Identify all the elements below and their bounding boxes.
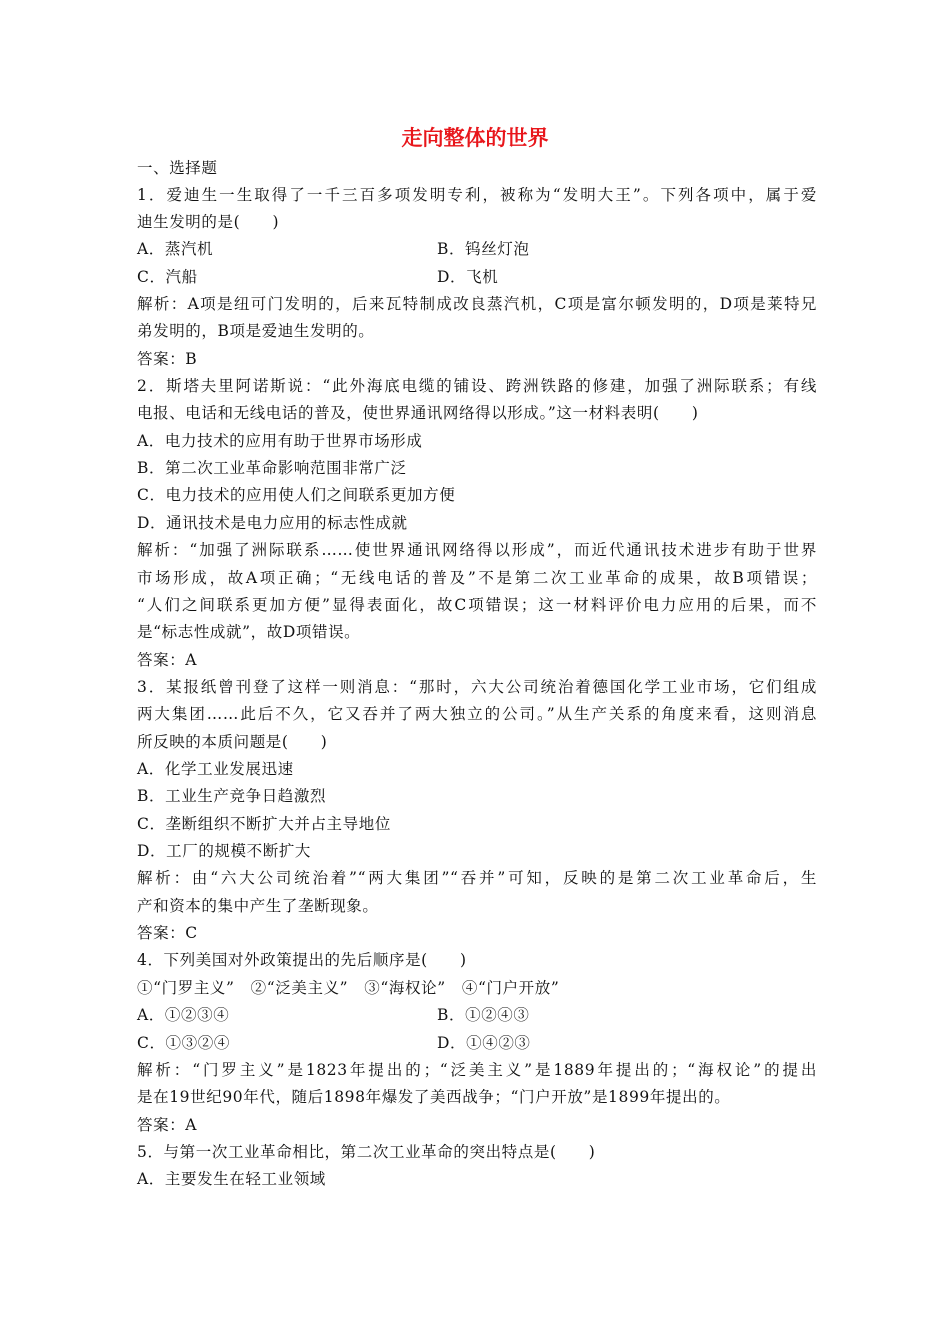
analysis-text: 解析：“加强了洲际联系……使世界通讯网络得以形成”，而近代通讯技术进步有助于世界: [137, 541, 817, 559]
question-stem: ①“门罗主义” ②“泛美主义” ③“海权论” ④“门户开放”: [137, 979, 560, 997]
option-a: A．蒸汽机: [137, 240, 214, 258]
option-b: B．钨丝灯泡: [437, 240, 530, 258]
analysis-text: 是在19世纪90年代，随后1898年爆发了美西战争；“门户开放”是1899年提出的。: [137, 1088, 731, 1106]
option-c: C．电力技术的应用使人们之间联系更加方便: [137, 486, 456, 504]
option-row: [137, 264, 817, 291]
option-a: A．主要发生在轻工业领域: [137, 1170, 326, 1188]
analysis-text: “人们之间联系更加方便”显得表面化，故C项错误；这一材料评价电力应用的后果，而不: [137, 596, 817, 614]
option-row: [137, 236, 817, 263]
option-b: B．①②④③: [437, 1006, 530, 1024]
question-stem: 4．下列美国对外政策提出的先后顺序是( ): [137, 951, 467, 969]
analysis-text: 产和资本的集中产生了垄断现象。: [137, 897, 379, 915]
section-heading: 一、选择题: [137, 159, 218, 177]
option-a: A．①②③④: [137, 1006, 230, 1024]
option-d: D．工厂的规模不断扩大: [137, 842, 312, 860]
option-b: B．工业生产竞争日趋激烈: [137, 787, 327, 805]
question-stem: 电报、电话和无线电话的普及，使世界通讯网络得以形成。”这一材料表明( ): [137, 404, 699, 422]
option-row: [137, 1030, 817, 1057]
analysis-text: 解析：由“六大公司统治着”“两大集团”“吞并”可知，反映的是第二次工业革命后，生: [137, 869, 817, 887]
analysis-text: 弟发明的，B项是爱迪生发明的。: [137, 322, 375, 340]
analysis-text: 解析：A项是纽可门发明的，后来瓦特制成改良蒸汽机，C项是富尔顿发明的，D项是莱特兄: [137, 295, 817, 313]
analysis-text: 解析：“门罗主义”是1823年提出的；“泛美主义”是1889年提出的；“海权论”的提出: [137, 1061, 817, 1079]
analysis-text: 是“标志性成就”，故D项错误。: [137, 623, 361, 641]
option-d: D．①④②③: [437, 1034, 531, 1052]
question-stem: 迪生发明的是( ): [137, 213, 280, 231]
option-b: B．第二次工业革命影响范围非常广泛: [137, 459, 407, 477]
answer-text: 答案：A: [137, 1116, 198, 1134]
question-stem: 5．与第一次工业革命相比，第二次工业革命的突出特点是( ): [137, 1143, 596, 1161]
question-stem: 所反映的本质问题是( ): [137, 733, 328, 751]
question-stem: 两大集团……此后不久，它又吞并了两大独立的公司。”从生产关系的角度来看，这则消息: [137, 705, 817, 723]
option-c: C．汽船: [137, 268, 198, 286]
document-title: 走向整体的世界: [401, 126, 549, 150]
answer-text: 答案：C: [137, 924, 198, 942]
option-a: A．电力技术的应用有助于世界市场形成: [137, 432, 423, 450]
question-stem: 1．爱迪生一生取得了一千三百多项发明专利，被称为“发明大王”。下列各项中，属于爱: [137, 186, 817, 204]
answer-text: 答案：B: [137, 350, 198, 368]
option-c: C．垄断组织不断扩大并占主导地位: [137, 815, 391, 833]
option-d: D．通讯技术是电力应用的标志性成就: [137, 514, 408, 532]
option-d: D．飞机: [437, 268, 499, 286]
question-stem: 2．斯塔夫里阿诺斯说：“此外海底电缆的铺设、跨洲铁路的修建，加强了洲际联系；有线: [137, 377, 817, 395]
option-c: C．①③②④: [137, 1034, 230, 1052]
answer-text: 答案：A: [137, 651, 198, 669]
question-stem: 3．某报纸曾刊登了这样一则消息：“那时，六大公司统治着德国化学工业市场，它们组成: [137, 678, 817, 696]
option-row: [137, 1002, 817, 1029]
option-a: A．化学工业发展迅速: [137, 760, 294, 778]
analysis-text: 市场形成，故A项正确；“无线电话的普及”不是第二次工业革命的成果，故B项错误；: [137, 569, 817, 587]
